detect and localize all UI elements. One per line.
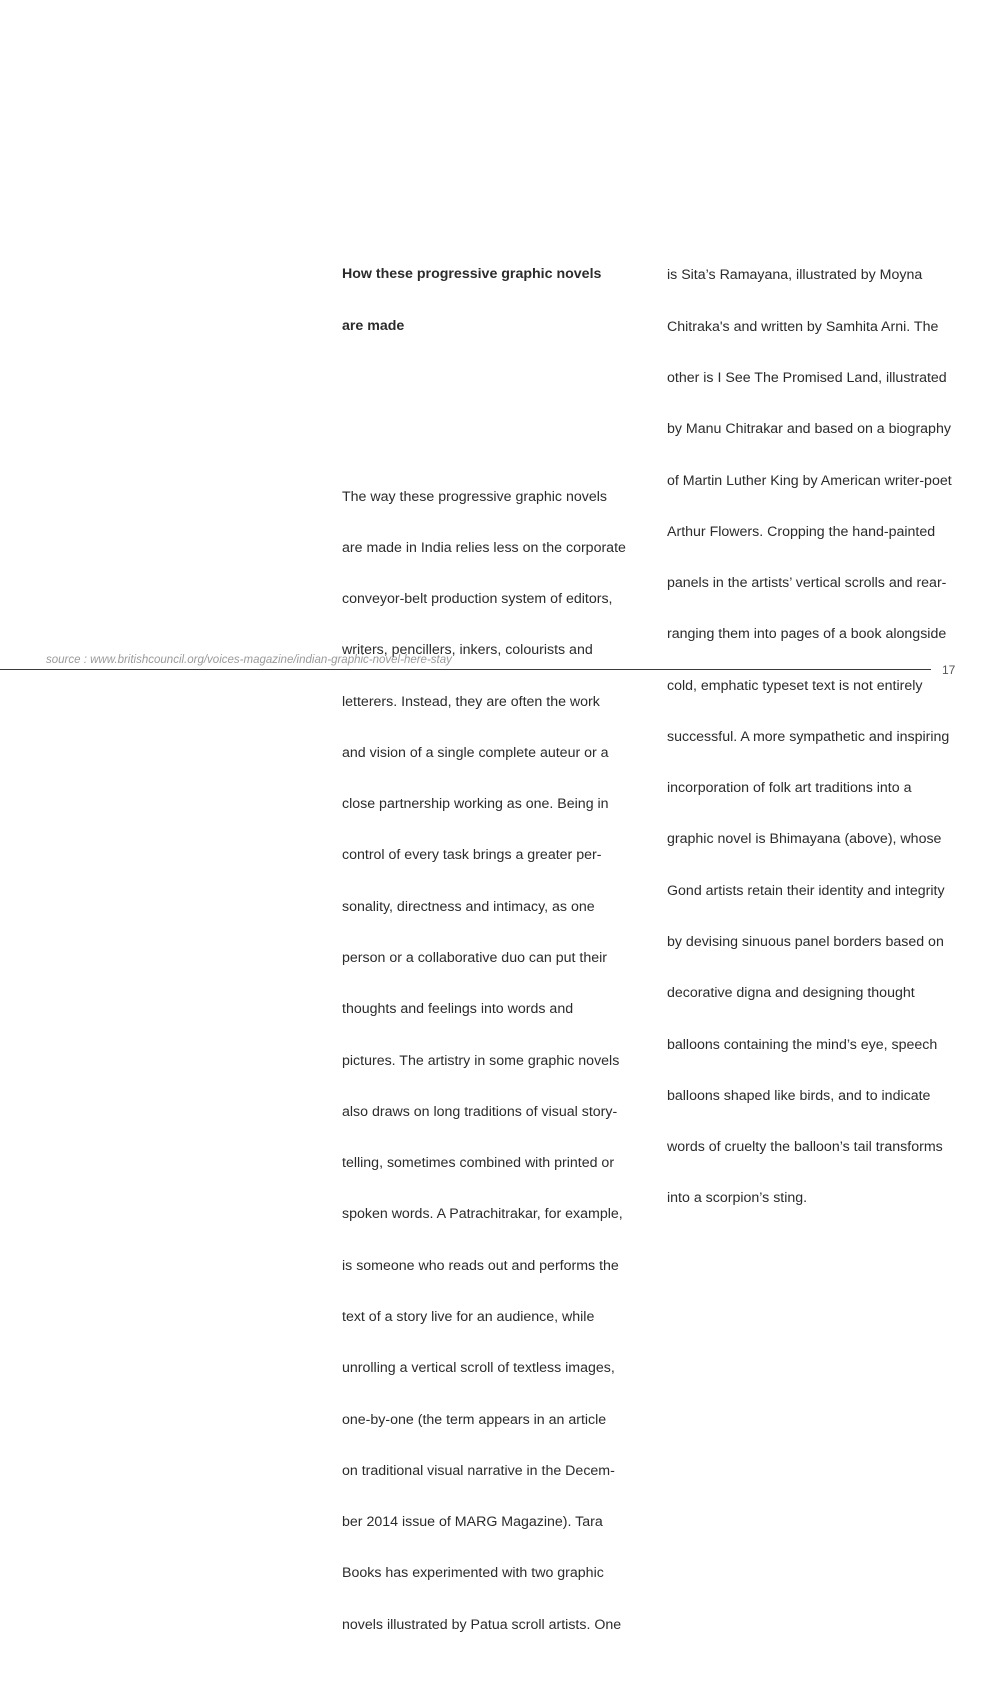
text-line: close partnership working as one. Being in (342, 796, 609, 813)
body-paragraph-continued (667, 233, 967, 1242)
text-line: are made in India relies less on the corporate (342, 539, 626, 556)
text-line: person or a collaborative duo can put their (342, 950, 607, 967)
text-line: also draws on long traditions of visual story- (342, 1103, 618, 1120)
text-line: Gond artists retain their identity and integrity (667, 882, 945, 899)
text-line: balloons containing the mind’s eye, speech (667, 1036, 938, 1053)
text-line: sonality, directness and intimacy, as one (342, 898, 595, 915)
text-line: by devising sinuous panel borders based on (667, 934, 944, 951)
section-heading (342, 232, 642, 369)
text-line: Arthur Flowers. Cropping the hand-painted (667, 523, 936, 540)
text-line: text of a story live for an audience, while (342, 1309, 595, 1325)
text-line: pictures. The artistry in some graphic novels (342, 1052, 620, 1069)
text-line: decorative digna and designing thought (667, 985, 915, 1002)
text-line: conveyor-belt production system of editors, (342, 591, 613, 608)
text-line: unrolling a vertical scroll of textless images, (342, 1360, 615, 1377)
text-line: and vision of a single complete auteur or a (342, 744, 609, 761)
text-line: writers, pencillers, inkers, colourists and (342, 642, 593, 659)
text-line: panels in the artists’ vertical scrolls and rear- (667, 575, 947, 592)
text-line: spoken words. A Patrachitrakar, for example, (342, 1206, 623, 1223)
text-line: Books has experimented with two graphic (342, 1565, 604, 1582)
text-line: is someone who reads out and performs the (342, 1257, 619, 1274)
text-line: balloons shaped like birds, and to indicate (667, 1087, 931, 1104)
heading-line: How these progressive graphic novels (342, 266, 602, 283)
text-line: graphic novel is Bhimayana (above), whose (667, 831, 942, 848)
footer-divider (0, 669, 931, 670)
text-line: letterers. Instead, they are often the work (342, 693, 600, 710)
text-line: control of every task brings a greater per- (342, 847, 602, 864)
heading-line: are made (342, 317, 405, 334)
text-line: ber 2014 issue of MARG Magazine). Tara (342, 1514, 603, 1531)
text-line: other is I See The Promised Land, illustrated (667, 369, 947, 386)
text-line: successful. A more sympathetic and inspiring (667, 728, 950, 745)
text-line: into a scorpion’s sting. (667, 1190, 808, 1207)
text-line: cold, emphatic typeset text is not entirely (667, 677, 923, 694)
text-line: by Manu Chitrakar and based on a biography (667, 421, 951, 438)
text-line: words of cruelty the balloon’s tail transforms (667, 1139, 943, 1156)
text-line: ranging them into pages of a book alongside (667, 626, 947, 643)
page-number: 17 (942, 663, 956, 677)
text-line: one-by-one (the term appears in an article (342, 1411, 607, 1428)
text-line: thoughts and feelings into words and (342, 1001, 574, 1018)
text-line: novels illustrated by Patua scroll artists. One (342, 1616, 622, 1633)
article-right-column (667, 199, 967, 1259)
paragraph-gap (342, 403, 642, 420)
text-line: is Sita’s Ramayana, illustrated by Moyna (667, 267, 923, 284)
text-line: Chitraka's and written by Samhita Arni. The (667, 318, 939, 335)
text-line: The way these progressive graphic novels (342, 488, 607, 505)
text-line: on traditional visual narrative in the Decem- (342, 1462, 615, 1479)
text-line: of Martin Luther King by American writer-poet (667, 472, 952, 489)
body-paragraph (342, 454, 642, 1668)
article-left-column (342, 198, 642, 1685)
text-line: incorporation of folk art traditions into a (667, 780, 912, 797)
source-citation: source : www.britishcouncil.org/voices-magazine/indian-graphic-novel-here-stay (46, 654, 452, 666)
text-line: telling, sometimes combined with printed or (342, 1155, 615, 1172)
